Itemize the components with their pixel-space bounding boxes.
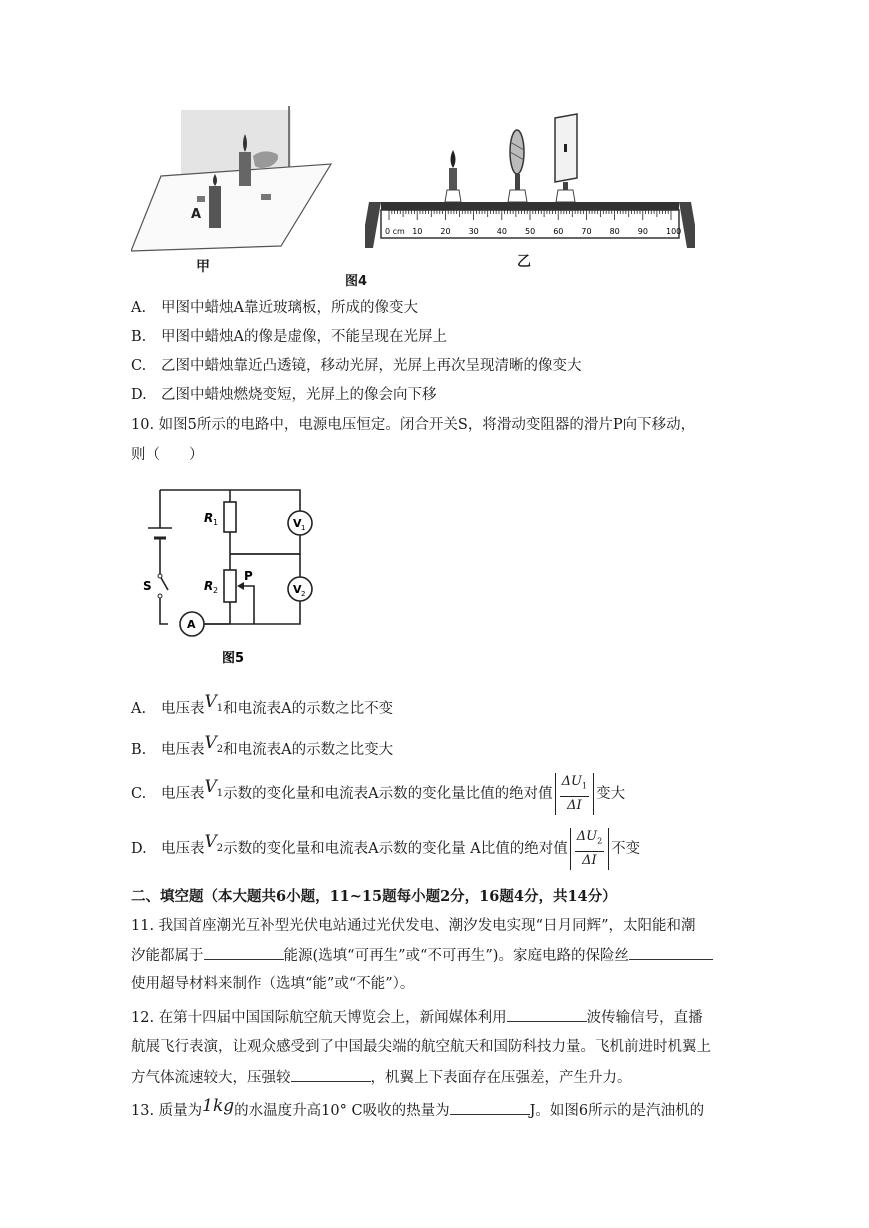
candle-a [209, 186, 221, 228]
candle [449, 168, 457, 190]
q9-option-d: D. 乙图中蜡烛燃烧变短，光屏上的像会向下移 [131, 387, 437, 403]
r2-label: R [204, 579, 214, 593]
candle-flame-icon [451, 150, 456, 168]
candle-a-label: A [191, 207, 202, 222]
q10-stem-line1: 10. 如图5所示的电路中，电源电压恒定。闭合开关S，将滑动变阻器的滑片P向下移动， [131, 417, 696, 433]
r1-label: R [204, 511, 214, 525]
r1-label-sub: 1 [213, 518, 219, 527]
v2-label: V [293, 583, 302, 596]
s-label: S [143, 579, 152, 593]
q11-blank-1[interactable] [204, 945, 284, 960]
figure-4-right-label: 乙 [517, 254, 531, 270]
figure-4-left-label: 甲 [196, 259, 210, 275]
q10-option-a: A. 电压表V1和电流表A的示数之比不变 [131, 692, 394, 717]
slider-arrow-icon [237, 582, 244, 590]
ruler-tick-label: 60 [553, 227, 564, 236]
q9-option-c: C. 乙图中蜡烛靠近凸透镜，移动光屏，光屏上再次呈现清晰的像变大 [131, 358, 582, 374]
table-board [131, 164, 331, 251]
fraction-delta-u2-over-delta-i: $\frac{\Delta U_2}{\Delta I}$ [570, 828, 609, 870]
figure-4-caption: 图4 [345, 274, 368, 289]
q12-blank-2[interactable] [291, 1067, 371, 1082]
resistor-r1 [224, 502, 236, 532]
q13-line1: 13. 质量为1kg的水温度升高10° C吸收的热量为 J。如图6所示的是汽油机的 [131, 1096, 705, 1119]
r2-label-sub: 2 [213, 586, 219, 595]
figure-4-left-panel [131, 106, 351, 281]
optical-bench [381, 202, 679, 210]
figure-4-right-panel [365, 106, 695, 281]
ruler-tick-label: 80 [609, 227, 620, 236]
ruler-tick-label: 70 [581, 227, 592, 236]
ruler-tick-label: 100 [666, 227, 682, 236]
ammeter-label: A [187, 618, 196, 631]
q11-line1: 11. 我国首座潮光互补型光伏电站通过光伏发电、潮汐发电实现“日月同辉”，太阳能和潮 [131, 918, 696, 934]
q11-blank-2[interactable] [629, 945, 713, 960]
q9-option-b: B. 甲图中蜡烛A的像是虚像，不能呈现在光屏上 [131, 329, 447, 345]
figure-5-circuit [140, 482, 330, 672]
q10-option-c: C. 电压表V1示数的变化量和电流表A示数的变化量比值的绝对值 $\frac{\Delta U_1}{\Delta I}$ 变大 [131, 774, 626, 813]
candle-b [239, 152, 251, 186]
q11-line2: 汐能都属于 能源(选填“可再生”或“不可再生”)。家庭电路的保险丝 [131, 945, 713, 966]
ruler-tick-label: 50 [525, 227, 536, 236]
ruler-unit: 0 cm [385, 227, 405, 236]
q10-option-d: D. 电压表V2示数的变化量和电流表A示数的变化量 A比值的绝对值 $\frac{\Delta U_2}{\Delta I}$ 不变 [131, 829, 641, 868]
section-2-heading: 二、填空题（本大题共6小题，11~15题每小题2分，16题4分，共14分） [131, 888, 617, 905]
ruler-tick-label: 10 [412, 227, 423, 236]
ruler-tick-label: 90 [637, 227, 648, 236]
figure-4 [131, 106, 711, 292]
q11-line3: 使用超导材料来制作（选填“能”或“不能”）。 [131, 976, 415, 992]
ruler-tick-label: 30 [468, 227, 479, 236]
v1-label-sub: 1 [301, 524, 306, 532]
fraction-delta-u1-over-delta-i: $\frac{\Delta U_1}{\Delta I}$ [555, 773, 594, 815]
convex-lens [510, 130, 524, 174]
q10-stem-line2: 则（ ） [131, 447, 204, 463]
q10-option-b: B. 电压表V2和电流表A的示数之比变大 [131, 733, 394, 758]
q12-line1: 12. 在第十四届中国国际航空航天博览会上，新闻媒体利用 波传输信号，直播 [131, 1007, 703, 1028]
q12-line2: 航展飞行表演，让观众感受到了中国最尖端的航空航天和国防科技力量。飞机前进时机翼上 [131, 1039, 711, 1055]
mass-value: 1kg [202, 1096, 235, 1116]
p-label: P [244, 569, 253, 583]
v2-label-sub: 2 [301, 590, 306, 598]
ruler-tick-label: 20 [440, 227, 451, 236]
q9-option-a: A. 甲图中蜡烛A靠近玻璃板，所成的像变大 [131, 300, 418, 316]
v1-label: V [293, 517, 302, 530]
ruler-tick-label: 40 [496, 227, 507, 236]
figure-5-caption: 图5 [222, 651, 245, 666]
q12-blank-1[interactable] [507, 1007, 587, 1022]
resistor-r2 [224, 570, 236, 602]
q13-blank-1[interactable] [450, 1100, 530, 1115]
q12-line3: 方气体流速较大，压强较 ，机翼上下表面存在压强差，产生升力。 [131, 1067, 632, 1088]
